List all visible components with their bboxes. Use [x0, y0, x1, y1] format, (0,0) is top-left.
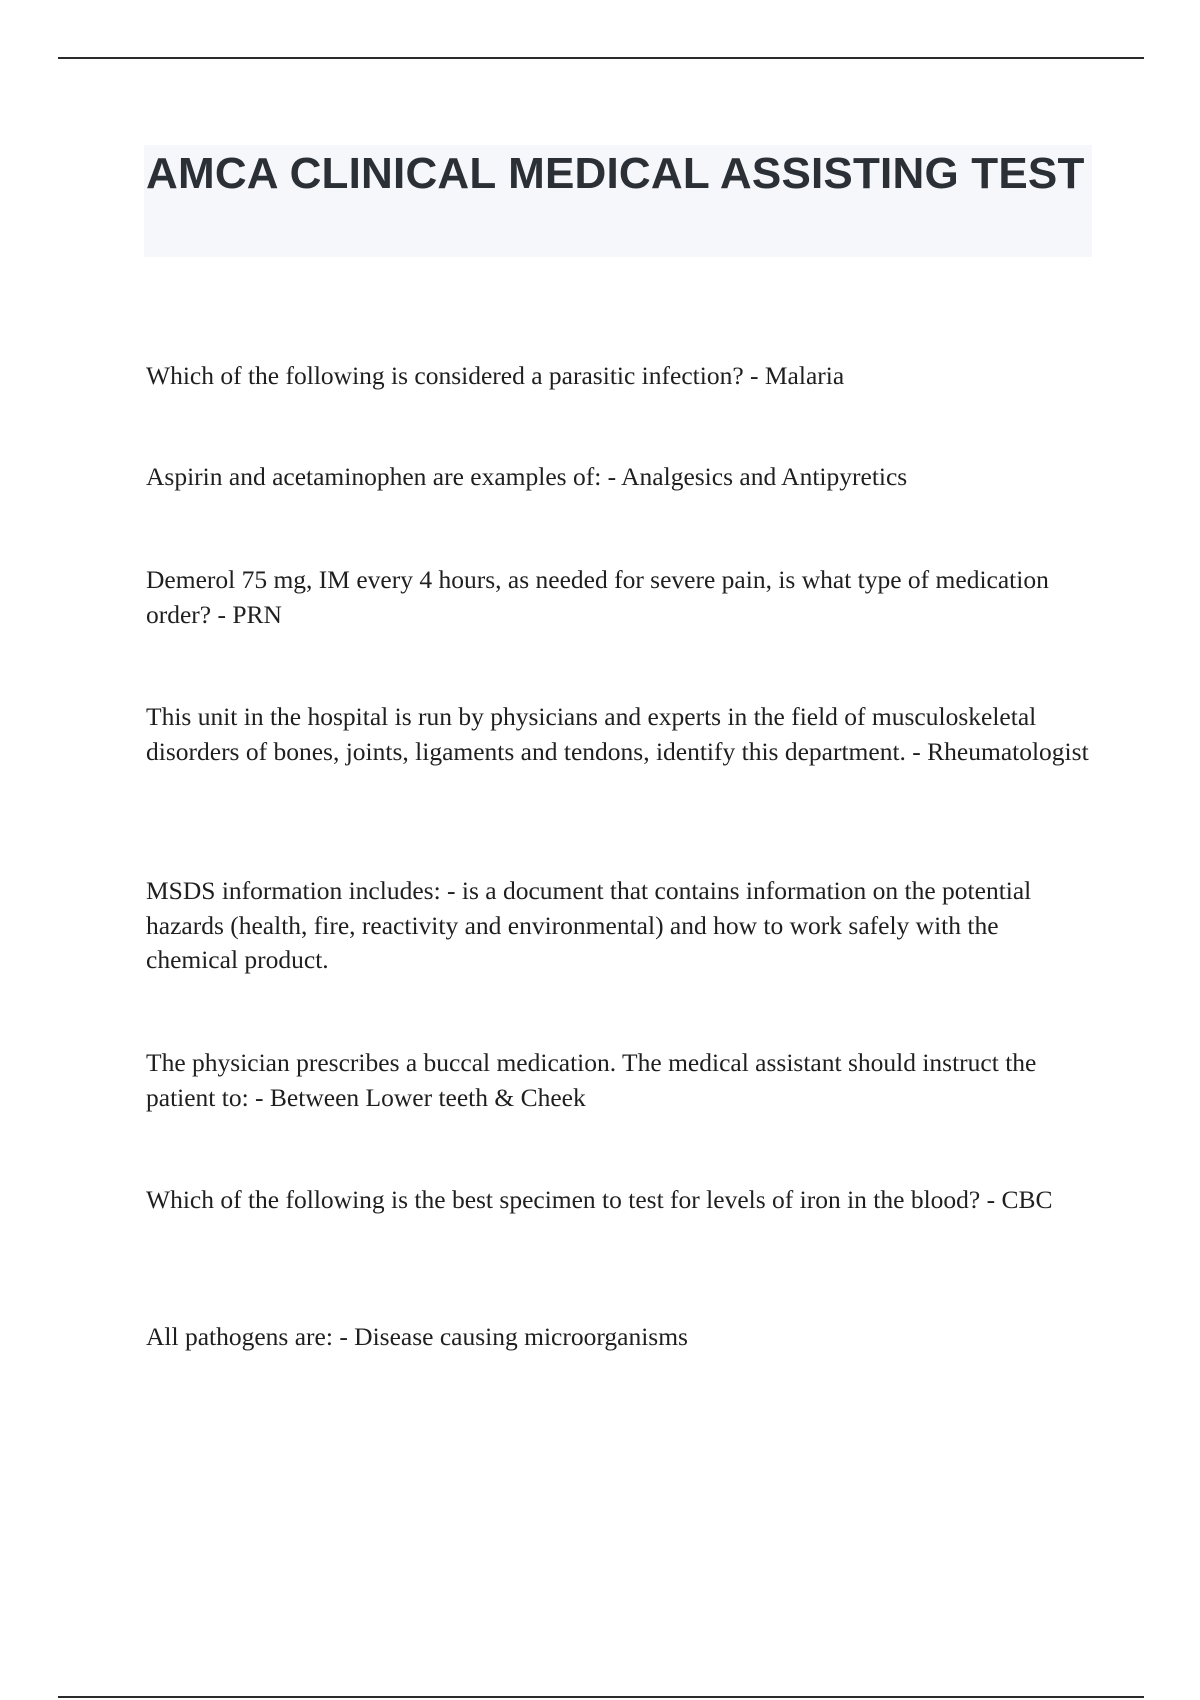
qa-item-6: The physician prescribes a buccal medication. The medical assistant should instruct the patient to: - Between Lower teeth & Cheek [146, 1048, 1037, 1112]
qa-item-2: Aspirin and acetaminophen are examples of: - Analgesics and Antipyretics [146, 462, 908, 491]
title-block [144, 145, 1092, 257]
page-title: AMCA CLINICAL MEDICAL ASSISTING TEST [146, 149, 1085, 198]
qa-item-8: All pathogens are: - Disease causing microorganisms [146, 1322, 688, 1351]
qa-item-5: MSDS information includes: - is a document that contains information on the potential hazards (health, fire, reactivity and environmental) and how to work safely with the chemical product. [146, 876, 1032, 974]
qa-item-7: Which of the following is the best specimen to test for levels of iron in the blood? - CBC [146, 1185, 1053, 1214]
top-rule [58, 57, 1144, 59]
qa-item-1: Which of the following is considered a parasitic infection? - Malaria [146, 361, 845, 390]
bottom-rule [58, 1696, 1144, 1698]
qa-item-3: Demerol 75 mg, IM every 4 hours, as needed for severe pain, is what type of medication order? - PRN [146, 565, 1049, 629]
qa-item-4: This unit in the hospital is run by physicians and experts in the field of musculoskeletal disorders of bones, joints, ligaments and tendons, identify this department. - Rheumatologist [146, 702, 1089, 766]
